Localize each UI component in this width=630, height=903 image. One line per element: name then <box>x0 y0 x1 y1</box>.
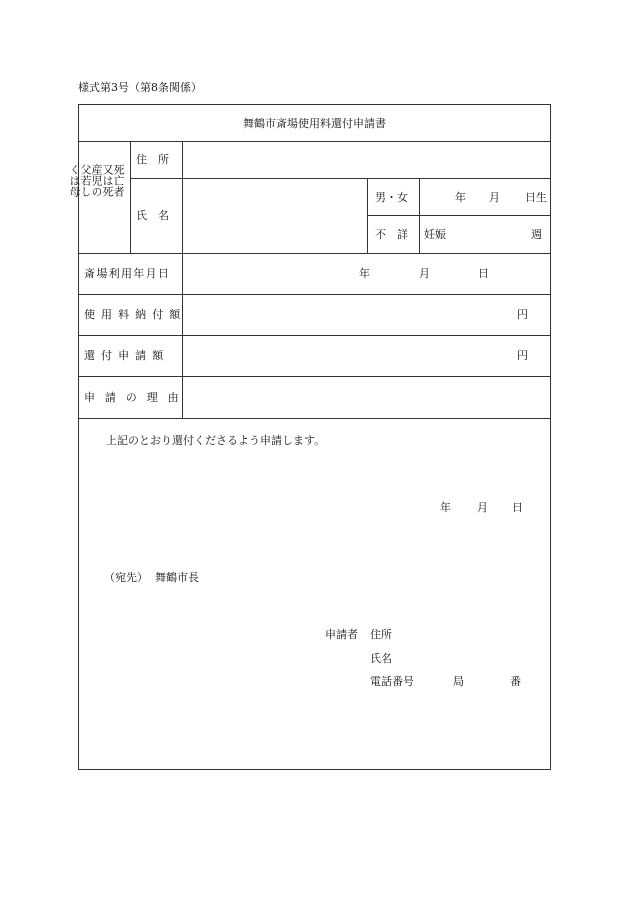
usage-day-label: 日 <box>478 267 489 280</box>
deceased-address-label: 住 所 <box>136 153 169 166</box>
usage-date-divider <box>78 294 551 295</box>
reason-label: 申請の理由 <box>84 391 189 404</box>
deceased-label-col-2: 又は死 <box>101 164 114 197</box>
applicant-label: 申請者 <box>325 628 358 641</box>
declaration-month: 月 <box>477 501 488 514</box>
pregnancy-weeks-label: 週 <box>531 228 542 241</box>
gender-options[interactable]: 男・女 <box>375 191 408 204</box>
birth-month-label: 月 <box>489 191 500 204</box>
pregnancy-label: 妊娠 <box>424 228 446 241</box>
deceased-address-field[interactable] <box>184 143 549 177</box>
paid-fee-unit: 円 <box>517 308 528 321</box>
deceased-name-field[interactable] <box>184 180 366 252</box>
deceased-divider <box>78 253 551 254</box>
gender-column-left <box>367 178 368 253</box>
deceased-label-col-4: 父若し <box>79 164 92 197</box>
birth-year-label: 年 <box>455 191 466 204</box>
usage-year-label: 年 <box>359 267 370 280</box>
address-divider <box>130 178 551 179</box>
applicant-phone-label: 電話番号 <box>370 675 414 688</box>
paid-fee-divider <box>78 335 551 336</box>
form-title: 舞鶴市斎場使用料還付申請書 <box>243 117 386 130</box>
declaration-day: 日 <box>512 501 523 514</box>
addressee-prefix: （宛先） <box>104 571 148 584</box>
reason-field[interactable] <box>184 378 549 416</box>
gender-column-right <box>419 178 420 253</box>
applicant-phone-number: 番 <box>510 675 521 688</box>
side-label-divider <box>130 141 131 253</box>
refund-amount-unit: 円 <box>517 349 528 362</box>
label-column-divider <box>182 141 183 418</box>
refund-divider <box>78 376 551 377</box>
usage-date-label: 斎場利用年月日 <box>84 267 171 280</box>
declaration-year: 年 <box>440 501 451 514</box>
usage-month-label: 月 <box>419 267 430 280</box>
refund-amount-label: 還付申請額 <box>84 349 170 362</box>
applicant-name-label: 氏名 <box>370 652 392 665</box>
birth-day-label: 日生 <box>525 191 547 204</box>
declaration-text: 上記のとおり還付くださるよう申請します。 <box>106 434 326 447</box>
gender-unknown-label[interactable]: 不 詳 <box>375 228 408 241</box>
deceased-label-col-1: 死亡者 <box>112 164 125 197</box>
deceased-label-col-5: くは母 <box>68 164 81 197</box>
paid-fee-label: 使用料納付額 <box>84 308 187 321</box>
form-number: 様式第3号（第8条関係） <box>78 81 202 94</box>
title-divider <box>78 141 551 142</box>
deceased-name-label: 氏 名 <box>136 209 169 222</box>
applicant-address-label: 住所 <box>370 628 392 641</box>
reason-divider <box>78 418 551 419</box>
gender-divider <box>367 215 551 216</box>
deceased-label-col-3: 産児の <box>90 164 103 197</box>
addressee: 舞鶴市長 <box>155 571 199 584</box>
applicant-phone-exchange: 局 <box>453 675 464 688</box>
